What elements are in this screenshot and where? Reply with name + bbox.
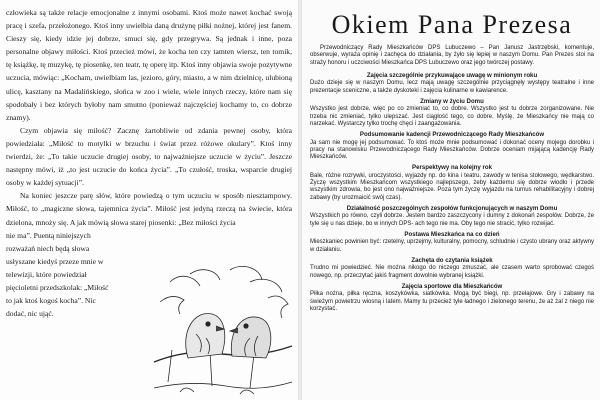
section-text: Piłka nożna, piłka ręczna, koszykówka, siatkówka. Mogą być biegi, np. przełajowe. Gry i zabawy na świeżym powietrzu wiosną i latem. Mamy tu przecież tyle ładnego i zielonego terenu, że aż żal z niego nie korzystać. — [310, 291, 594, 313]
section-heading: Zachęta do czytania książek — [411, 257, 493, 265]
wrapped-text-column — [6, 229, 146, 321]
wrapped-line: rozważań niech będą słowa — [6, 243, 90, 253]
article-paragraph: człowieka są także relacje emocjonalne z innymi osobami. Ktoś może nawet kochać swoją pracę i szefa, przełożonego. Ktoś inny uwielbia daną drużynę piłki nożnej, której jest fanem. Cieszy się, kiedy idzie jej dobrze, smuci się, gdy przegrywa. Są jednak i inne, poza personalne objawy miłości. Ktoś przecież mówi, że kocha ten czy tamten wiersz, ten tomik, tę książkę, tę muzykę, tę piosenkę, ten teatr, tę operę itp. Ktoś inny objawia swoje pozytywne uczucia, mówiąc: „Kocham, uwielbiam las, jezioro, góry, miasto, a w nim dzielnicę, ulubioną ulicę, kasztany na Madalińskiego, słońca w zoo i wiele, wiele innych rzeczy, które nam się spodobały i bez których byłoby nam smutno (ponieważ najczęściej kochamy to, co dobrze znamy). — [6, 8, 292, 122]
birds-illustration — [150, 262, 294, 400]
page-title: Okiem Pana Prezesa — [331, 10, 573, 39]
wrapped-line: nie ma”. Puentą niniejszych — [6, 230, 91, 240]
section-text: Wszystkich po równo, czyli dobrze. Jestem bardzo zaszczycony i dumny z dokonań zespołów. Dobrze, że tyle się u nas dzieje, bo w innych DPS- ach tego nie ma. Oby tego nie stracić, tylko rozwijać. — [310, 213, 594, 227]
section-heading: Podsumowanie kadencji Przewodniczącego Rady Mieszkańców — [359, 131, 545, 139]
left-page — [0, 0, 298, 400]
wrapped-line: pięcioletni przedszkolak: „Miłość — [6, 282, 109, 292]
section-text: Trudno mi powiedzieć. Nie można nikogo do niczego zmuszać, ale czasem warto sprobować czegoś nowego, np. przeczytać jakiś fragment dowolnie wybranej książki. — [310, 265, 594, 279]
section-heading: Zajęcia szczególnie przykuwające uwagę w minionym roku — [366, 71, 538, 79]
wrapped-line: to jak ktoś kogoś kocha”. Nic — [6, 296, 96, 306]
article-paragraph: Czym objawia się miłość? Zacznę żartobliwie od zdania pewnej osoby, która powiedziała: „Miłość to motylki w brzuchu i świat przez różowe okulary”. Ktoś inny twierdzi, że: „To takie uczucie drugiej osoby, to najważniejsze uczucie w życiu”. Jeszcze następny mówi, iż „to jest uczucie do końca życia”. „To czułość, troska, wsparcie drugiej osoby w każdej sytuacji”. — [6, 125, 292, 188]
section-heading: Zajęcia sportowe dla Mieszkańców — [401, 283, 503, 291]
section-text: Dużo dzieje się w naszym Domu, lecz mają uwagę szczególnie przyciągnęły występy teatralne i inne prezentacje sceniczne, a także dyskoteki i zajęcia kulinarne w kawiarence. — [310, 80, 594, 94]
section-text: Mieszkaniec powinien być: rzetelny, uprzejmy, kulturalny, pomocny, schludnie i czysto ubrany oraz aktywny w działaniu. — [310, 239, 594, 253]
section-heading: Postawa Mieszkańca na co dzień — [404, 231, 500, 239]
section-text: Bale, różne rozrywki, uroczystości, wyjazdy np. do kina i teatru, zawody w tenisa stołowego, wędkarstwo. Życzę wszystkim Mieszkańcom wszystkiego najlepszego, żeby każdemu się dobrze wiodło i przede wszystkim zdrowia, bo jest ono najważniejsze. Poza tym życzę wyjazdu na turnus rehabilitacyjny i dobrej zabawy (by urozmaicić swój czas). — [310, 172, 594, 201]
wrapped-line: telewizji, które powiedział — [6, 269, 87, 279]
section-heading: Perspektywy na kolejny rok — [412, 164, 492, 172]
wrapped-line: usłyszane kiedyś przeze mnie w — [6, 256, 104, 266]
intro-paragraph: Przewodniczący Rady Mieszkańców DPS Lubuczewo – Pan Janusz Jastrzębski, komentuje, obserwuje, wyraża opinię i zachęca do działania, by żyło się lepiej w naszym Domu. Pan Prezes stoi na straży honoru i uczciwości Mieszkańca DPS Lubuczewo oraz jego twórczej postawy. — [310, 45, 594, 66]
wrapped-line: dodać, nic ująć. — [6, 309, 54, 319]
section-heading: Zmiany w życiu Domu — [420, 97, 484, 105]
section-heading: Działalność poszczególnych zespołów funkcjonujących w naszym Domu — [346, 205, 558, 213]
right-page — [302, 0, 600, 400]
section-text: Wszystko jest dobrze, więc po co zmieniać to, co dobre. Wszystko jest tu dobrze zorganizowane. Nie trzeba nic zmieniać, tylko ulepszać. Jest ciągłość tego, co dobre. Myślę, że Mieszkańcy nie mają co narzekać. Wystarczy tylko trochę chęci i zaangażowania. — [310, 106, 594, 127]
section-text: Ja sam nie mogę jej podsumować. To ktoś może mnie podsumować i dokonać oceny mojego dorobku i pracy na stanowisku Przewodniczącego Rady Mieszkańców. Dobrze oceniam mijającą kadencję Rady Mieszkańców. — [310, 139, 594, 161]
article-paragraph: Na koniec jeszcze parę słów, które powiedzą o tym uczuciu w sposób niesztampowy. Miłość, to „magiczne słowa, tajemnica życia”. Miłość jest jedyną rzeczą na świecie, która dzielona, mnoży się. A jak mówią słowa starej piosenki: „Bez miłości życia — [6, 191, 292, 227]
